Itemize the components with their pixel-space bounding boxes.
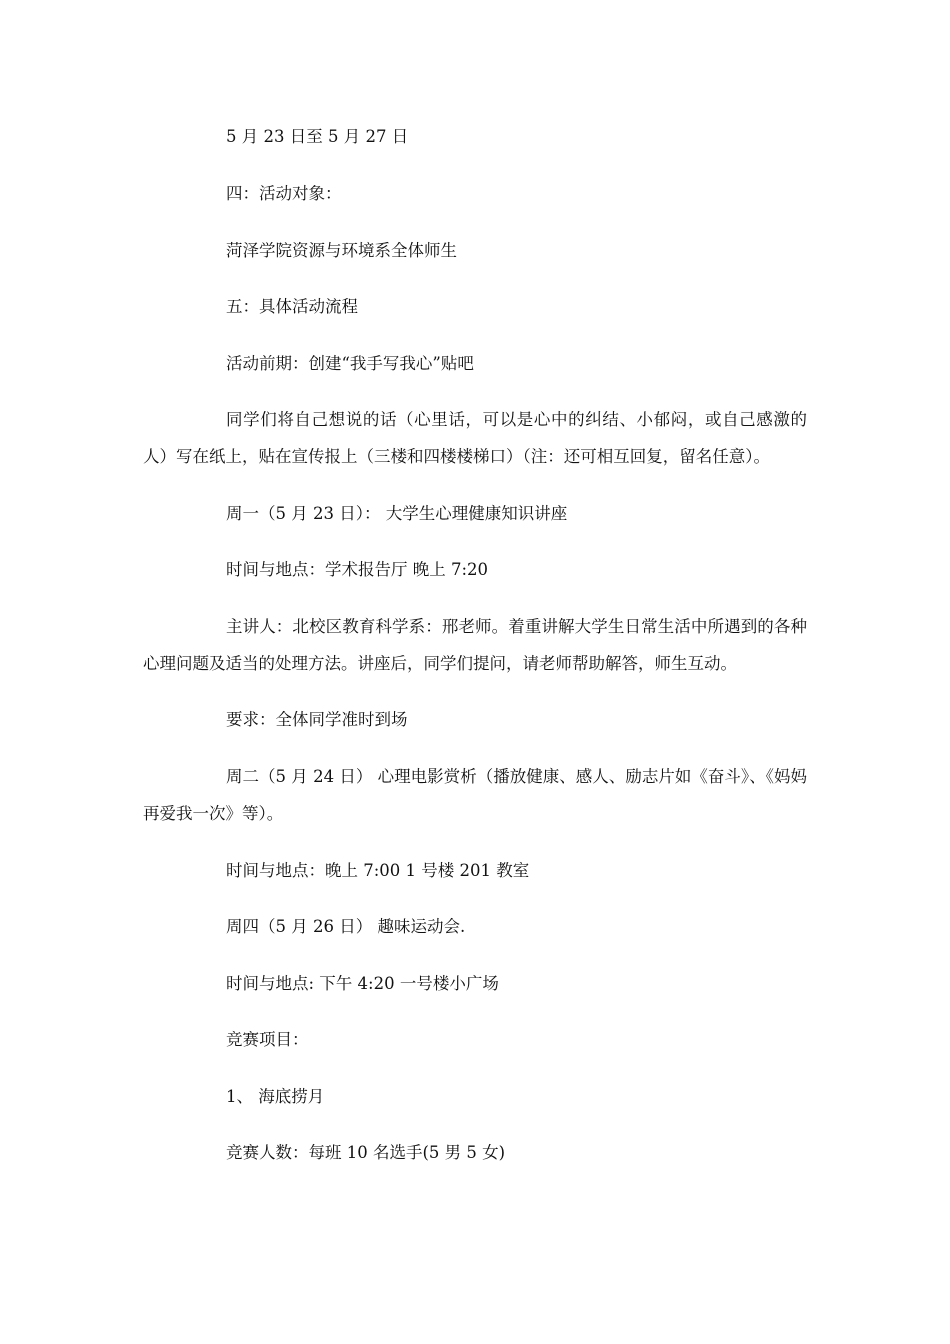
date-range: 5 月 23 日至 5 月 27 日 [226, 127, 409, 146]
thursday-time-place: 时间与地点: 下午 4:20 一号楼小广场 [226, 974, 499, 993]
tuesday-time-place: 时间与地点：晚上 7:00 1 号楼 201 教室 [226, 861, 530, 880]
tuesday-heading: 周二（5 月 24 日） 心理电影赏析（播放健康、感人、励志片如《奋斗》、《妈妈再爱我一次》等）。 [143, 767, 807, 823]
monday-speaker-text: 主讲人：北校区教育科学系：邢老师。着重讲解大学生日常生活中所遇到的各种心理问题及适当的处理方法。讲座后，同学们提问，请老师帮助解答，师生互动。 [143, 617, 807, 673]
pre-activity-text: 同学们将自己想说的话（心里话，可以是心中的纠结、小郁闷，或自己感激的人）写在纸上，贴在宣传报上（三楼和四楼楼梯口）（注：还可相互回复，留名任意）。 [143, 410, 807, 466]
thursday-heading: 周四（5 月 26 日） 趣味运动会. [226, 917, 466, 936]
monday-heading: 周一（5 月 23 日）： 大学生心理健康知识讲座 [226, 504, 568, 523]
monday-time-place: 时间与地点：学术报告厅 晚上 7:20 [226, 560, 489, 579]
competition-item-1: 1、 海底捞月 [226, 1087, 325, 1106]
monday-requirement: 要求：全体同学准时到场 [226, 710, 408, 729]
pre-activity-heading: 活动前期：创建“我手写我心”贴吧 [226, 354, 474, 373]
section-heading-process: 五：具体活动流程 [226, 297, 358, 316]
competition-items-heading: 竞赛项目： [226, 1030, 309, 1049]
section-heading-audience: 四：活动对象： [226, 184, 342, 203]
competition-participants: 竞赛人数：每班 10 名选手(5 男 5 女) [226, 1143, 506, 1162]
audience-text: 菏泽学院资源与环境系全体师生 [226, 241, 457, 260]
